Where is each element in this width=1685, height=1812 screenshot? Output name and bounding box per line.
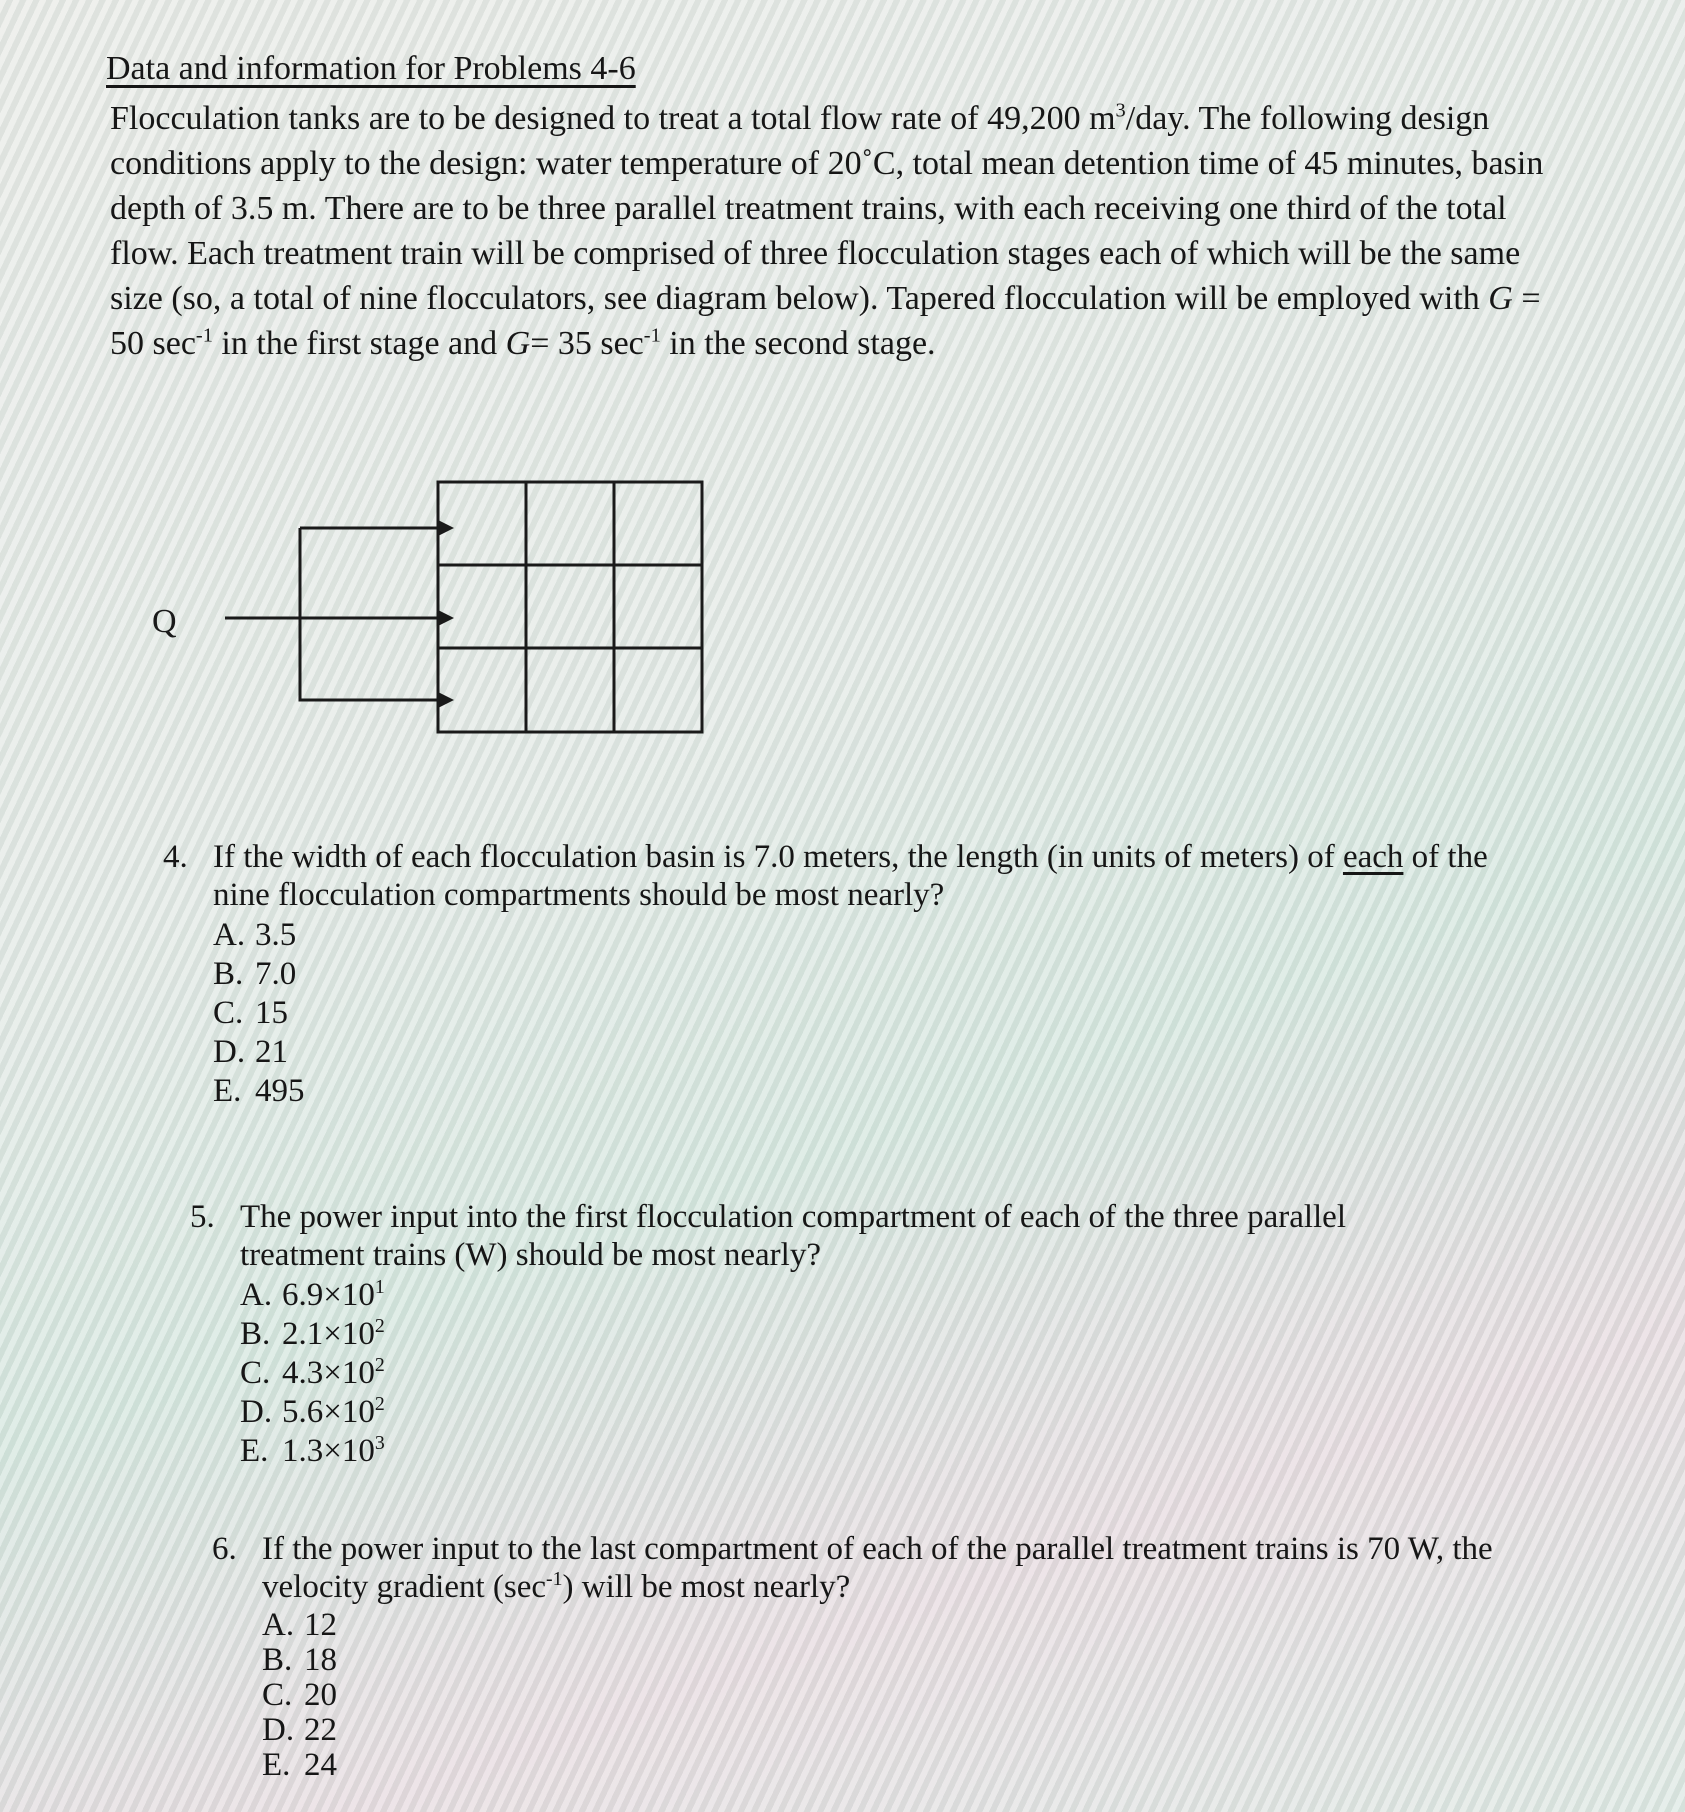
option-4a[interactable] — [213, 916, 1523, 955]
option-text: 18 — [304, 1642, 337, 1678]
problem-5-stem: The power input into the first flocculation compartment of each of the three parallel treatment trains (W) should be most nearly? — [240, 1199, 1346, 1273]
option-letter: E. — [240, 1433, 269, 1469]
problem-6-options — [262, 1608, 1512, 1783]
problem-6-stem-b: ) will be most nearly? — [562, 1569, 851, 1605]
option-text — [282, 1276, 385, 1315]
option-letter: A. — [213, 917, 246, 953]
intro-text-1: Flocculation tanks are to be designed to treat a total flow rate of 49,200 m — [110, 100, 1116, 137]
option-letter: D. — [213, 1034, 246, 1070]
problem-4-stem-b: of the nine flocculation compartments should be most nearly? — [213, 839, 1488, 913]
arrowheads — [438, 520, 454, 708]
option-letter: A. — [240, 1277, 273, 1313]
option-base: 1.3×10 — [282, 1433, 375, 1469]
option-4d[interactable] — [213, 1033, 1523, 1072]
inverse-superscript-1: -1 — [195, 324, 213, 347]
problem-4-options — [213, 916, 1523, 1111]
flow-label-q: Q — [152, 603, 177, 640]
intro-text-5: = 35 sec — [530, 325, 644, 362]
intro-text-6: in the second stage. — [660, 325, 936, 362]
option-text — [282, 1354, 385, 1393]
option-text — [282, 1315, 385, 1354]
option-base: 2.1×10 — [282, 1316, 375, 1352]
problem-4-stem-a: If the width of each flocculation basin is 7.0 meters, the length (in units of meters) of — [213, 839, 1343, 875]
option-letter: B. — [262, 1642, 293, 1678]
problem-5 — [190, 1198, 1390, 1471]
option-6c[interactable] — [262, 1678, 1512, 1713]
option-exponent: 1 — [374, 1276, 385, 1298]
problem-4-stem-each: each — [1342, 839, 1404, 875]
flocculator-diagram — [140, 470, 720, 740]
option-5d[interactable] — [240, 1393, 1390, 1432]
option-text — [282, 1432, 385, 1471]
problem-statement — [110, 96, 1580, 366]
problem-6-stem-a: If the power input to the last compartment of each of the parallel treatment trains is 70 W, the velocity gradient (sec — [262, 1531, 1493, 1605]
problem-6-stem-superscript: -1 — [546, 1568, 563, 1590]
problem-4-stem — [213, 838, 1523, 914]
option-letter: C. — [213, 995, 244, 1031]
option-letter: D. — [240, 1394, 273, 1430]
option-letter: E. — [213, 1073, 242, 1109]
intro-text-4: in the first stage and — [212, 325, 506, 362]
option-base: 5.6×10 — [282, 1394, 375, 1430]
option-text: 20 — [304, 1677, 337, 1713]
problem-4 — [163, 838, 1523, 1111]
arrow-bottom-icon — [438, 692, 454, 708]
option-4b[interactable] — [213, 955, 1523, 994]
option-5a[interactable] — [240, 1276, 1390, 1315]
option-6a[interactable] — [262, 1608, 1512, 1643]
option-4e[interactable] — [213, 1072, 1523, 1111]
option-4c[interactable] — [213, 994, 1523, 1033]
option-text: 495 — [255, 1073, 305, 1109]
option-5b[interactable] — [240, 1315, 1390, 1354]
option-letter: E. — [262, 1747, 291, 1783]
flow-lines — [225, 528, 438, 700]
option-6e[interactable] — [262, 1748, 1512, 1783]
arrow-top-icon — [438, 520, 454, 536]
option-exponent: 2 — [374, 1354, 385, 1376]
basin-grid — [438, 482, 702, 732]
option-letter: C. — [262, 1677, 293, 1713]
problem-4-number: 4. — [163, 839, 188, 875]
option-text: 22 — [304, 1712, 337, 1748]
option-text: 24 — [304, 1747, 337, 1783]
cubic-superscript: 3 — [1115, 99, 1126, 122]
section-heading: Data and information for Problems 4-6 — [106, 50, 636, 87]
option-letter: A. — [262, 1607, 295, 1643]
option-5e[interactable] — [240, 1432, 1390, 1471]
problem-5-number: 5. — [190, 1199, 215, 1235]
problem-6-stem — [262, 1530, 1512, 1606]
option-text — [282, 1393, 385, 1432]
problem-6 — [212, 1530, 1512, 1783]
option-exponent: 3 — [374, 1432, 385, 1454]
option-text: 15 — [255, 995, 288, 1031]
option-6d[interactable] — [262, 1713, 1512, 1748]
intro-text-2: /day. The following design conditions apply to the design: water temperature of 20˚C, total mean detention time of 45 minutes, basin depth of 3.5 m. There are to be three parallel treatment trains, with each receiving one third of the total flow. Each treatment train will be comprised of three flocculation stages each of which will be the same size (so, a total of nine flocculators, see diagram below). Tapered flocculation will be employed with — [110, 100, 1544, 317]
option-base: 4.3×10 — [282, 1355, 375, 1391]
option-5c[interactable] — [240, 1354, 1390, 1393]
g-symbol-2: G — [505, 325, 531, 362]
option-letter: D. — [262, 1712, 295, 1748]
option-exponent: 2 — [374, 1393, 385, 1415]
arrow-middle-icon — [438, 610, 454, 626]
intro-text-3: = 50 sec — [110, 280, 1541, 362]
option-letter: B. — [213, 956, 244, 992]
option-letter: C. — [240, 1355, 271, 1391]
option-text: 7.0 — [255, 956, 297, 992]
inverse-superscript-2: -1 — [643, 324, 661, 347]
option-letter: B. — [240, 1316, 271, 1352]
option-exponent: 2 — [374, 1315, 385, 1337]
g-symbol-1: G — [1488, 280, 1513, 317]
option-6b[interactable] — [262, 1643, 1512, 1678]
option-text: 12 — [304, 1607, 337, 1643]
option-base: 6.9×10 — [282, 1277, 375, 1313]
problem-5-options — [240, 1276, 1390, 1471]
option-text: 21 — [255, 1034, 288, 1070]
option-text: 3.5 — [255, 917, 297, 953]
problem-6-number: 6. — [212, 1531, 237, 1567]
